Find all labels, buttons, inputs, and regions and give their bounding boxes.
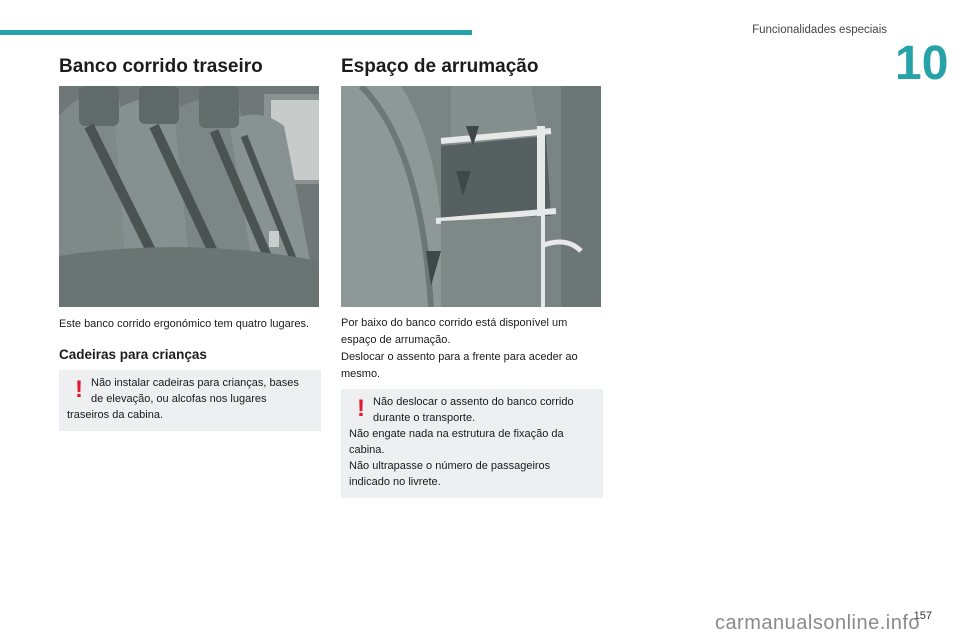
watermark: carmanualsonline.info [714,612,920,634]
body-line: Por baixo do banco corrido está disponível um [341,317,568,329]
left-column [59,56,321,431]
warning-line: Não ultrapasse o número de passageiros [349,460,551,472]
warning-line: de elevação, ou alcofas nos lugares [91,393,267,405]
header-accent-bar [0,30,472,35]
warning-line: Não engate nada na estrutura de fixação da [349,428,564,440]
warning-box-storage [341,389,603,498]
right-column [341,56,603,498]
page-number: 157 [913,610,932,622]
section-title-storage: Espaço de arrumação [341,56,539,77]
warning-line: Não instalar cadeiras para crianças, bases [91,377,299,389]
exclamation-icon: ! [357,395,365,422]
warning-line: cabina. [349,444,385,456]
chapter-title: Funcionalidades especiais [752,24,887,36]
body-line: espaço de arrumação. [341,334,451,346]
warning-line: traseiros da cabina. [67,409,163,421]
exclamation-icon: ! [75,376,83,403]
warning-line: indicado no livrete. [349,476,441,488]
body-line: mesmo. [341,368,381,380]
storage-description [341,315,603,383]
warning-box-child-seats [59,370,321,431]
warning-line: durante o transporte. [373,412,476,424]
caption-rear-bench: Este banco corrido ergonómico tem quatro lugares. [59,318,310,330]
warning-line: Não deslocar o assento do banco corrido [373,396,574,408]
subsection-title-child-seats: Cadeiras para crianças [59,347,207,362]
section-title-rear-bench: Banco corrido traseiro [59,56,263,77]
under-seat-storage-photo [341,86,601,307]
chapter-number: 10 [895,37,949,90]
body-line: Deslocar o assento para a frente para aceder ao [341,351,578,363]
rear-bench-seatbelts-photo [59,86,319,307]
